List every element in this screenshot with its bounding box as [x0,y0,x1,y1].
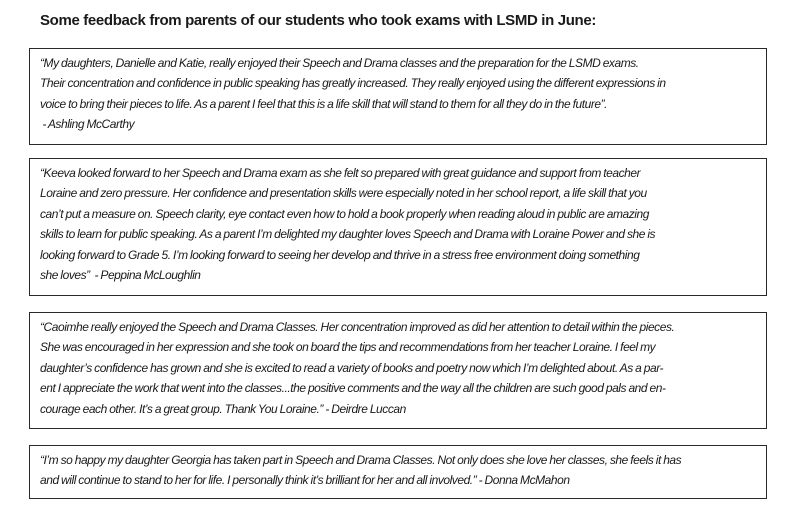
testimonial-line: “My daughters, Danielle and Katie, really enjoyed their Speech and Drama classes and the preparation for the LSMD exams. [40,56,639,70]
testimonial-line: courage each other. It’s a great group. Thank You Loraine.” - Deirdre Luccan [40,401,406,416]
testimonial-line: looking forward to Grade 5. I’m looking forward to seeing her develop and thrive in a stress free environment doing something [40,247,640,262]
testimonial-line: skills to learn for public speaking. As a parent I’m delighted my daughter loves Speech and Drama with Loraine Power and she is [40,227,656,242]
testimonial-line: voice to bring their pieces to life. As a parent I feel that this is a life skill that will stand to them for all they do in the future”. [40,96,608,111]
testimonial-line: daughter’s confidence has grown and she is excited to read a variety of books and poetry now which I’m delighted about. As a par- [40,360,664,375]
testimonial-line: can’t put a measure on. Speech clarity, eye contact even how to hold a book properly when reading aloud in public are amazing [40,206,649,221]
testimonial-line: “Keeva looked forward to her Speech and Drama exam as she felt so prepared with great guidance and support from teacher [40,166,641,180]
testimonial-box [29,158,767,296]
testimonial-line: Loraine and zero pressure. Her confidence and presentation skills were especially noted in her school report, a life skill that you [40,186,647,201]
testimonial-line: “I’m so happy my daughter Georgia has taken part in Speech and Drama Classes. Not only does she love her classes, she feels it has [40,453,682,467]
testimonial-box [29,48,767,145]
testimonial-line: “Caoimhe really enjoyed the Speech and Drama Classes. Her concentration improved as did her attention to detail within the pieces. [40,320,675,334]
testimonial-box [29,312,767,429]
testimonial-line: Their concentration and confidence in public speaking has greatly increased. They really enjoyed using the different expressions in [40,76,666,91]
testimonial-line: and will continue to stand to her for life. I personally think it’s brilliant for her and all involved.” - Donna McMahon [40,473,570,488]
testimonial-line: ent I appreciate the work that went into the classes...the positive comments and the way all the children are such good pals and en- [40,381,666,396]
testimonial-line: She was encouraged in her expression and she took on board the tips and recommendations from her teacher Loraine. I feel my [40,340,656,355]
testimonial-box [29,445,767,499]
testimonial-line: she loves” - Peppina McLoughlin [40,268,201,283]
testimonial-author: - Ashling McCarthy [40,117,135,132]
page-heading: Some feedback from parents of our students who took exams with LSMD in June: [40,12,596,29]
